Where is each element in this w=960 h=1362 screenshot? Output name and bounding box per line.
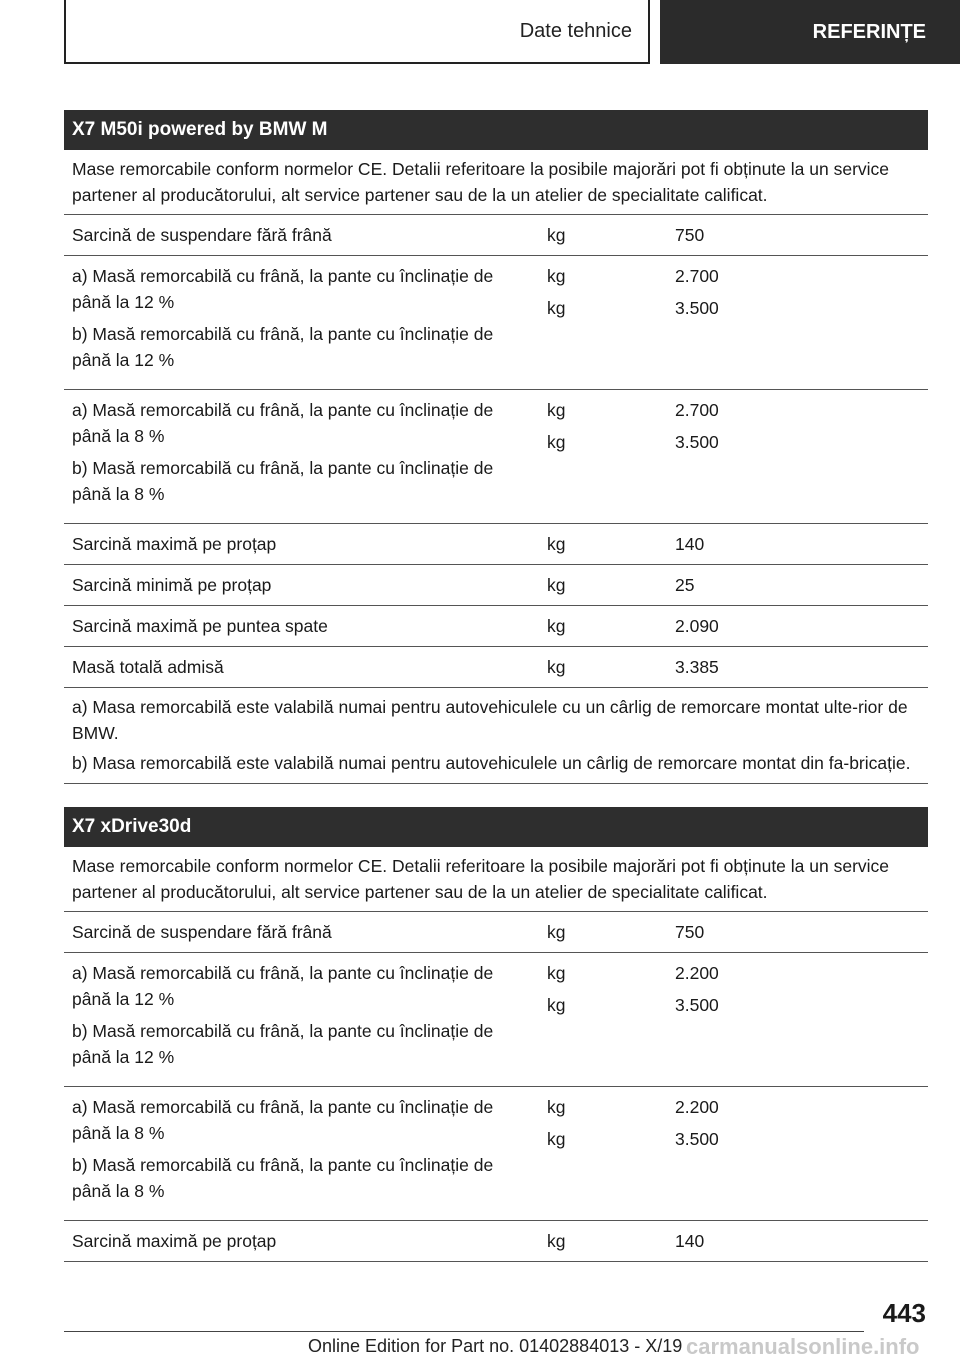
edition-note: Online Edition for Part no. 01402884013 - X/19	[308, 1336, 683, 1356]
row-value: 750	[675, 922, 705, 942]
row-unit-cell	[539, 565, 667, 605]
table-row	[64, 647, 928, 688]
row-label: b) Masă remorcabilă cu frână, la pante cu înclinație de până la 8 %	[72, 458, 494, 504]
row-value: 3.500	[675, 298, 719, 318]
row-label-cell	[64, 953, 539, 1077]
row-value-cell	[667, 912, 928, 952]
row-unit-cell	[539, 256, 667, 380]
table-row	[64, 524, 928, 565]
row-unit: kg	[547, 922, 566, 942]
row-label-cell	[64, 912, 539, 952]
chapter-tab-label: REFERINȚE	[812, 20, 926, 43]
row-unit: kg	[547, 575, 566, 595]
row-label: Sarcină de suspendare fără frână	[72, 225, 332, 245]
row-label: Sarcină maximă pe puntea spate	[72, 616, 328, 636]
spec-block-x7-m50i	[64, 110, 928, 784]
row-value: 25	[675, 575, 695, 595]
row-unit-cell	[539, 953, 667, 1077]
row-unit: kg	[547, 1129, 566, 1149]
row-value-cell	[667, 565, 928, 605]
row-unit-cell	[539, 606, 667, 646]
row-label: Sarcină maximă pe proțap	[72, 534, 277, 554]
section-tab-label: Date tehnice	[519, 19, 632, 42]
row-value-cell	[667, 1087, 928, 1211]
row-unit: kg	[547, 657, 566, 677]
row-label: b) Masă remorcabilă cu frână, la pante cu înclinație de până la 12 %	[72, 324, 494, 370]
row-value: 750	[675, 225, 705, 245]
table-row	[64, 1087, 928, 1221]
row-label: Sarcină de suspendare fără frână	[72, 922, 332, 942]
row-value: 2.700	[675, 400, 719, 420]
row-value: 2.200	[675, 1097, 719, 1117]
table-row	[64, 565, 928, 606]
row-value: 3.500	[675, 995, 719, 1015]
chapter-tab[interactable]	[660, 0, 960, 64]
row-value: 2.200	[675, 963, 719, 983]
row-unit-cell	[539, 1221, 667, 1261]
row-label: a) Masă remorcabilă cu frână, la pante cu înclinație de până la 12 %	[72, 266, 494, 312]
row-value-cell	[667, 1221, 928, 1261]
row-value-cell	[667, 953, 928, 1077]
row-label: b) Masă remorcabilă cu frână, la pante cu înclinație de până la 8 %	[72, 1155, 494, 1201]
row-unit: kg	[547, 963, 566, 983]
row-value: 3.385	[675, 657, 719, 677]
row-unit: kg	[547, 995, 566, 1015]
footnote: b) Masa remorcabilă este valabilă numai pentru autovehiculele un cârlig de remorcare montat din fa-bricație.	[72, 753, 911, 773]
table-row	[64, 215, 928, 256]
table-row	[64, 606, 928, 647]
row-label: b) Masă remorcabilă cu frână, la pante cu înclinație de până la 12 %	[72, 1021, 494, 1067]
row-unit: kg	[547, 616, 566, 636]
row-label-cell	[64, 606, 539, 646]
watermark: carmanualsonline.info	[686, 1334, 920, 1359]
row-label-cell	[64, 1087, 539, 1211]
row-value-cell	[667, 390, 928, 514]
spec-block-x7-xdrive30d	[64, 807, 928, 1262]
table-row	[64, 1221, 928, 1262]
row-value-cell	[667, 647, 928, 687]
row-label-cell	[64, 524, 539, 564]
block-intro: Mase remorcabile conform normelor CE. Detalii referitoare la posibile majorări pot fi obținute la un service partener al producătorului, alt service partener sau de la un atelier de specialitate calificat.	[64, 150, 928, 215]
row-label-cell	[64, 215, 539, 255]
row-unit-cell	[539, 912, 667, 952]
table-row	[64, 912, 928, 953]
row-unit: kg	[547, 266, 566, 286]
row-value: 2.700	[675, 266, 719, 286]
block-title: X7 xDrive30d	[64, 807, 928, 847]
row-value-cell	[667, 215, 928, 255]
row-unit-cell	[539, 524, 667, 564]
section-tab[interactable]	[66, 0, 650, 64]
row-unit-cell	[539, 647, 667, 687]
table-row	[64, 953, 928, 1087]
table-row	[64, 256, 928, 390]
footnote: a) Masa remorcabilă este valabilă numai pentru autovehiculele cu un cârlig de remorcare montat ulte-rior de BMW.	[72, 697, 908, 743]
row-unit: kg	[547, 400, 566, 420]
row-label-cell	[64, 565, 539, 605]
row-label-cell	[64, 1221, 539, 1261]
row-unit: kg	[547, 432, 566, 452]
row-unit-cell	[539, 1087, 667, 1211]
row-label-cell	[64, 390, 539, 514]
row-unit: kg	[547, 298, 566, 318]
row-value: 2.090	[675, 616, 719, 636]
row-label: Sarcină maximă pe proțap	[72, 1231, 277, 1251]
row-value: 140	[675, 534, 705, 554]
row-unit: kg	[547, 1097, 566, 1117]
row-value-cell	[667, 606, 928, 646]
row-value: 3.500	[675, 1129, 719, 1149]
row-unit: kg	[547, 1231, 566, 1251]
row-label: a) Masă remorcabilă cu frână, la pante cu înclinație de până la 12 %	[72, 963, 494, 1009]
row-value: 3.500	[675, 432, 719, 452]
footer-rule	[64, 1331, 864, 1332]
row-value: 140	[675, 1231, 705, 1251]
row-unit-cell	[539, 215, 667, 255]
row-unit-cell	[539, 390, 667, 514]
row-value-cell	[667, 524, 928, 564]
row-unit: kg	[547, 534, 566, 554]
row-label: Masă totală admisă	[72, 657, 224, 677]
row-label: a) Masă remorcabilă cu frână, la pante cu înclinație de până la 8 %	[72, 1097, 494, 1143]
table-row	[64, 390, 928, 524]
row-label: Sarcină minimă pe proțap	[72, 575, 272, 595]
row-label: a) Masă remorcabilă cu frână, la pante cu înclinație de până la 8 %	[72, 400, 494, 446]
block-title: X7 M50i powered by BMW M	[64, 110, 928, 150]
block-intro: Mase remorcabile conform normelor CE. Detalii referitoare la posibile majorări pot fi obținute la un service partener al producătorului, alt service partener sau de la un atelier de specialitate calificat.	[64, 847, 928, 912]
row-label-cell	[64, 256, 539, 380]
row-unit: kg	[547, 225, 566, 245]
footnotes	[64, 688, 928, 784]
row-label-cell	[64, 647, 539, 687]
row-value-cell	[667, 256, 928, 380]
page-number: 443	[882, 1298, 926, 1328]
